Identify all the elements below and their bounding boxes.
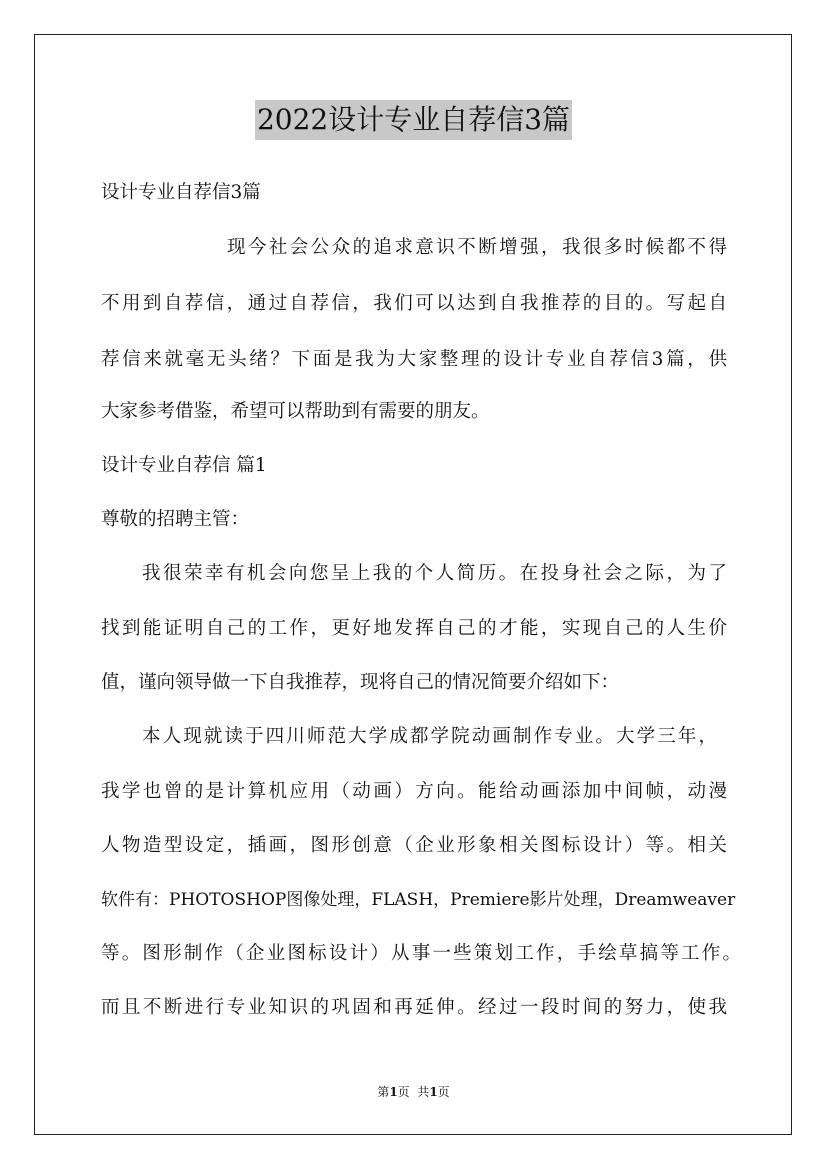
paragraph-line: 本人现就读于四川师范大学成都学院动画制作专业。大学三年， xyxy=(142,726,717,747)
paragraph-line: 我学也曾的是计算机应用（动画）方向。能给动画添加中间帧，动漫 xyxy=(101,781,727,802)
paragraph-line: 值，谨向领导做一下自我推荐，现将自己的情况简要介绍如下： xyxy=(101,672,620,693)
document-title: 2022设计专业自荐信3篇 xyxy=(255,100,572,140)
section-heading-main: 设计专业自荐信3篇 xyxy=(101,182,261,203)
paragraph-line: 软件有：PHOTOSHOP图像处理，FLASH，Premiere影片处理，Dreamweaver xyxy=(101,890,736,910)
footer-prefix: 第 xyxy=(377,1085,390,1099)
footer-suffix: 页 xyxy=(437,1085,450,1099)
footer-page-total: 1 xyxy=(429,1085,438,1099)
footer-page-number: 1 xyxy=(389,1085,398,1099)
paragraph-line: 现今社会公众的追求意识不断增强，我很多时候都不得 xyxy=(227,237,727,258)
paragraph-line: 等。图形制作（企业图标设计）从事一些策划工作，手绘草搞等工作。 xyxy=(101,943,741,964)
paragraph-line: 荐信来就毫无头绪？下面是我为大家整理的设计专业自荐信3篇，供 xyxy=(101,349,727,370)
paragraph-line: 而且不断进行专业知识的巩固和再延伸。经过一段时间的努力，使我 xyxy=(101,997,727,1018)
section-heading-1: 设计专业自荐信 篇1 xyxy=(101,455,267,476)
paragraph-line: 找到能证明自己的工作，更好地发挥自己的才能，实现自己的人生价 xyxy=(101,618,727,639)
paragraph-line: 人物造型设定，插画，图形创意（企业形象相关图标设计）等。相关 xyxy=(101,835,727,856)
footer-mid: 页 共 xyxy=(397,1085,430,1099)
paragraph-line: 大家参考借鉴，希望可以帮助到有需要的朋友。 xyxy=(101,401,490,422)
paragraph-line: 不用到自荐信，通过自荐信，我们可以达到自我推荐的目的。写起自 xyxy=(101,293,727,314)
page-footer xyxy=(0,1084,827,1100)
title-container xyxy=(0,100,827,140)
salutation: 尊敬的招聘主管： xyxy=(101,509,250,530)
paragraph-line: 我很荣幸有机会向您呈上我的个人简历。在投身社会之际，为了 xyxy=(142,563,727,584)
